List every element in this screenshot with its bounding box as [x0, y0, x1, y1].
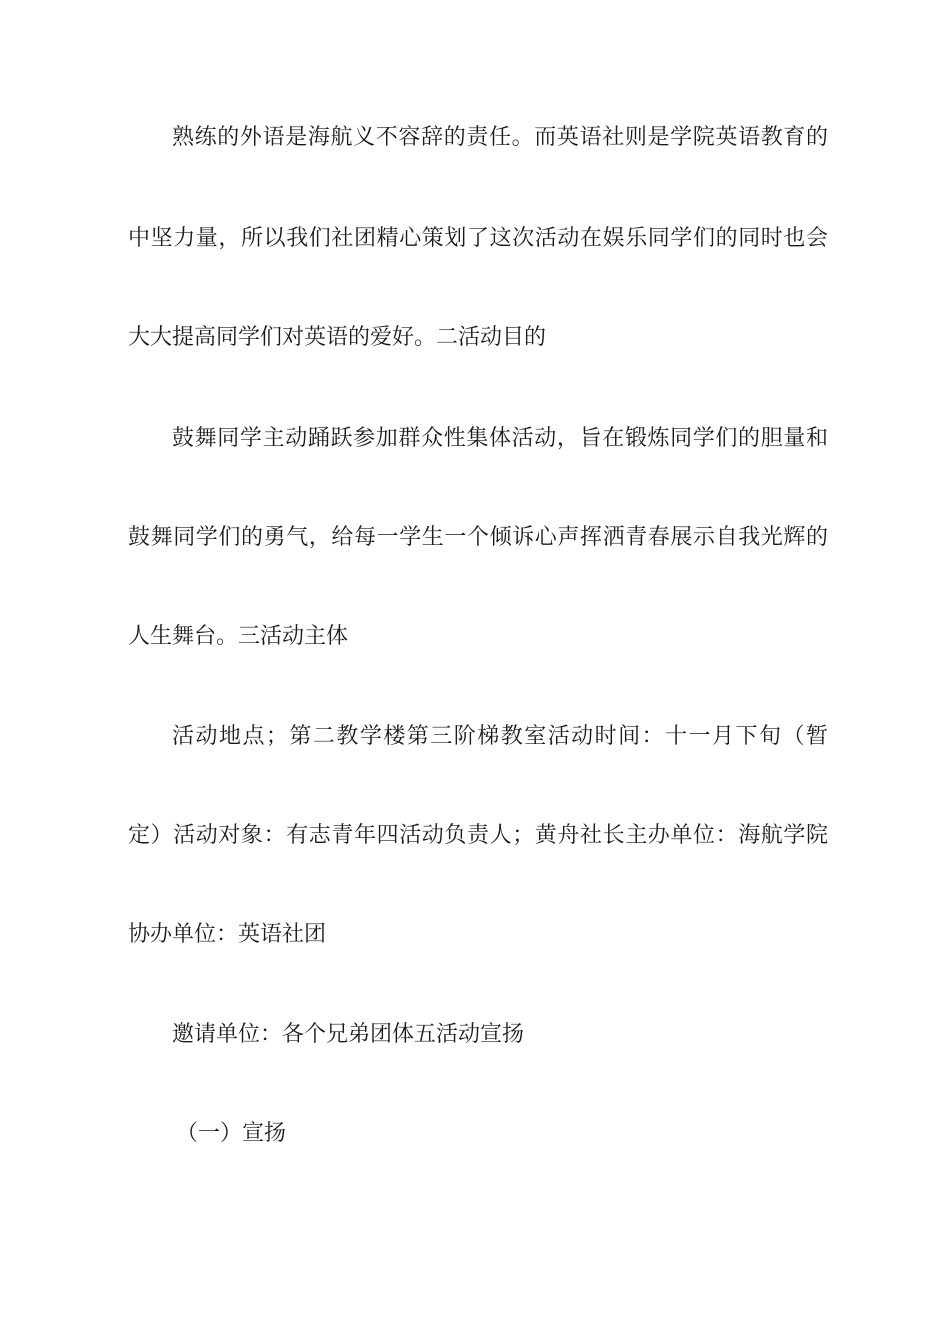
paragraph-line-4: 鼓舞同学主动踊跃参加群众性集体活动，旨在锻炼同学们的胆量和	[172, 426, 828, 451]
paragraph-line-8: 定）活动对象：有志青年四活动负责人；黄舟社长主办单位：海航学院	[128, 823, 828, 848]
paragraph-line-1: 熟练的外语是海航义不容辞的责任。而英语社则是学院英语教育的	[172, 125, 828, 150]
section-heading: （一）宣扬	[176, 1121, 287, 1146]
paragraph-line-3: 大大提高同学们对英语的爱好。二活动目的	[128, 325, 547, 350]
paragraph-line-7: 活动地点；第二教学楼第三阶梯教室活动时间：十一月下旬（暂	[172, 724, 828, 749]
paragraph-line-9: 协办单位：英语社团	[128, 922, 327, 947]
paragraph-line-10: 邀请单位：各个兄弟团体五活动宣扬	[172, 1022, 525, 1047]
paragraph-line-2: 中坚力量，所以我们社团精心策划了这次活动在娱乐同学们的同时也会	[128, 226, 828, 251]
paragraph-line-5: 鼓舞同学们的勇气，给每一学生一个倾诉心声挥洒青春展示自我光辉的	[128, 525, 828, 550]
paragraph-line-6: 人生舞台。三活动主体	[128, 624, 349, 649]
